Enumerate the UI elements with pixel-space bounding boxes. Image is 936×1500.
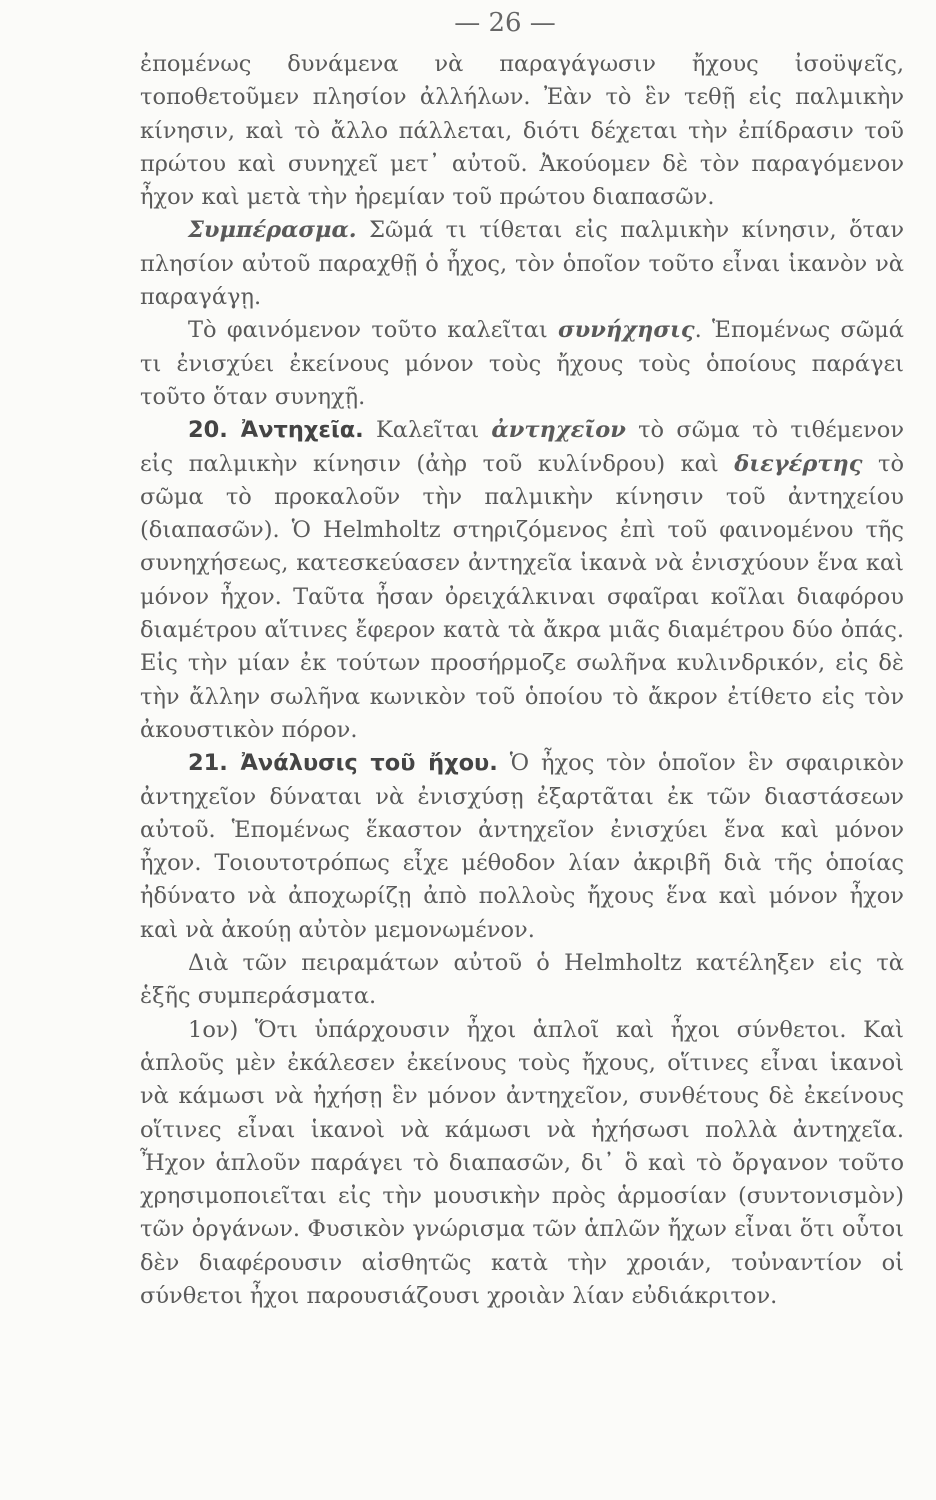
section-20-text-b: τὸ σῶμα τὸ τιθέμενον εἰς παλμικὴν κίνησιν (ἀὴρ τοῦ κυλίνδρου) καὶ xyxy=(140,417,904,477)
conclusion-label: Συμπέρασμα. xyxy=(188,217,357,244)
term-synechesis: συνήχησις xyxy=(558,317,695,344)
synechesis-text-a: Τὸ φαινόμενον τοῦτο καλεῖται xyxy=(188,317,559,344)
section-20-resonators xyxy=(140,414,904,747)
section-21-text: Ὁ ἦχος τὸν ὁποῖον ἓν σφαιρικὸν ἀντηχεῖον δύναται νὰ ἐνισχύσῃ ἐξαρτᾶται ἐκ τῶν διαστάσεων αὐτοῦ. Ἑπομένως ἕκαστον ἀντηχεῖον ἐνισχύει ἕνα καὶ μόνον ἦχον. Τοιουτοτρόπως εἶχε μέθοδον λίαν ἀκριβῆ διὰ τῆς ὁποίας ἠδύνατο νὰ ἀποχωρίζῃ ἀπὸ πολλοὺς ἤχους ἕνα καὶ μόνον ἦχον καὶ νὰ ἀκούῃ αὐτὸν μεμονωμένον. xyxy=(140,750,904,943)
page-content xyxy=(140,48,904,1313)
term-resonator: ἀντηχεῖον xyxy=(491,417,626,444)
paragraph-first-conclusion: 1ον) Ὅτι ὑπάρχουσιν ἦχοι ἁπλοῖ καὶ ἦχοι σύνθετοι. Καὶ ἁπλοῦς μὲν ἐκάλεσεν ἐκείνους τοὺς ἤχους, οἵτινες εἶναι ἱκανοὶ νὰ κάμωσι νὰ ἠχήσῃ ἓν μόνον ἀντηχεῖον, συνθέτους δὲ ἐκείνους οἵτινες εἶναι ἱκανοὶ νὰ κάμωσι νὰ ἠχήσωσι πολλὰ ἀντηχεῖα. Ἦχον ἁπλοῦν παράγει τὸ διαπασῶν, δι᾽ ὃ καὶ τὸ ὄργανον τοῦτο χρησιμοποιεῖται εἰς τὴν μουσικὴν πρὸς ἁρμοσίαν (συντονισμὸν) τῶν ὀργάνων. Φυσικὸν γνώρισμα τῶν ἁπλῶν ἤχων εἶναι ὅτι οὗτοι δὲν διαφέρουσιν αἰσθητῶς κατὰ τὴν χροιάν, τοὐναντίον οἱ σύνθετοι ἦχοι παρουσιάζουσι χροιὰν λίαν εὐδιάκριτον. xyxy=(140,1016,904,1309)
conclusion-text: Σῶμά τι τίθεται εἰς παλμικὴν κίνησιν, ὅταν πλησίον αὐτοῦ παραχθῇ ὁ ἦχος, τὸν ὁποῖον τοῦτο εἶναι ἱκανὸν νὰ παραγάγῃ. xyxy=(140,217,904,311)
section-21-heading: 21. Ἀνάλυσις τοῦ ἤχου. xyxy=(188,750,498,777)
synechesis-text-b: . Ἑπομένως σῶμά τι ἐνισχύει ἐκείνους μόνον τοὺς ἤχους τοὺς ὁποίους παράγει τοῦτο ὅταν συνηχῇ. xyxy=(140,317,904,410)
paragraph-conclusion xyxy=(140,214,904,314)
term-exciter: διεγέρτης xyxy=(734,450,863,477)
paragraph-resonance-intro: ἐπομένως δυνάμενα νὰ παραγάγωσιν ἤχους ἰσοϋψεῖς, τοποθετοῦμεν πλησίον ἀλλήλων. Ἐὰν τὸ ἓν τεθῇ εἰς παλμικὴν κίνησιν, καὶ τὸ ἄλλο πάλλεται, διότι δέχεται τὴν ἐπίδρασιν τοῦ πρώτου καὶ συνηχεῖ μετ᾽ αὐτοῦ. Ἀκούομεν δὲ τὸν παραγόμενον ἦχον καὶ μετὰ τὴν ἠρεμίαν τοῦ πρώτου διαπασῶν. xyxy=(140,51,904,211)
section-20-text-a: Καλεῖται xyxy=(363,417,492,444)
section-21-sound-analysis xyxy=(140,747,904,947)
section-20-text-c: τὸ σῶμα τὸ προκαλοῦν τὴν παλμικὴν κίνησιν τοῦ ἀντηχείου (διαπασῶν). Ὁ Helmholtz στηριζόμενος ἐπὶ τοῦ φαινομένου τῆς συνηχήσεως, κατεσκεύασεν ἀντηχεῖα ἱκανὰ νὰ ἐνισχύουν ἕνα καὶ μόνον ἦχον. Ταῦτα ἦσαν ὀρειχάλκιναι σφαῖραι κοῖλαι διαφόρου διαμέτρου αἵτινες ἔφερον κατὰ τὰ ἄκρα μιᾶς διαμέτρου δύο ὀπάς. Εἰς τὴν μίαν ἐκ τούτων προσήρμοζε σωλῆνα κυλινδρικόν, εἰς δὲ τὴν ἄλλην σωλῆνα κωνικὸν τοῦ ὁποίου τὸ ἄκρον ἐτίθετο εἰς τὸν ἀκουστικὸν πόρον. xyxy=(140,450,904,743)
paragraph-synechesis xyxy=(140,314,904,414)
section-20-heading: 20. Ἀντηχεῖα. xyxy=(188,417,364,444)
page-number: — 26 — xyxy=(454,8,556,38)
paragraph-helmholtz-conclusions: Διὰ τῶν πειραμάτων αὐτοῦ ὁ Helmholtz κατέληξεν εἰς τὰ ἑξῆς συμπεράσματα. xyxy=(140,950,904,1010)
